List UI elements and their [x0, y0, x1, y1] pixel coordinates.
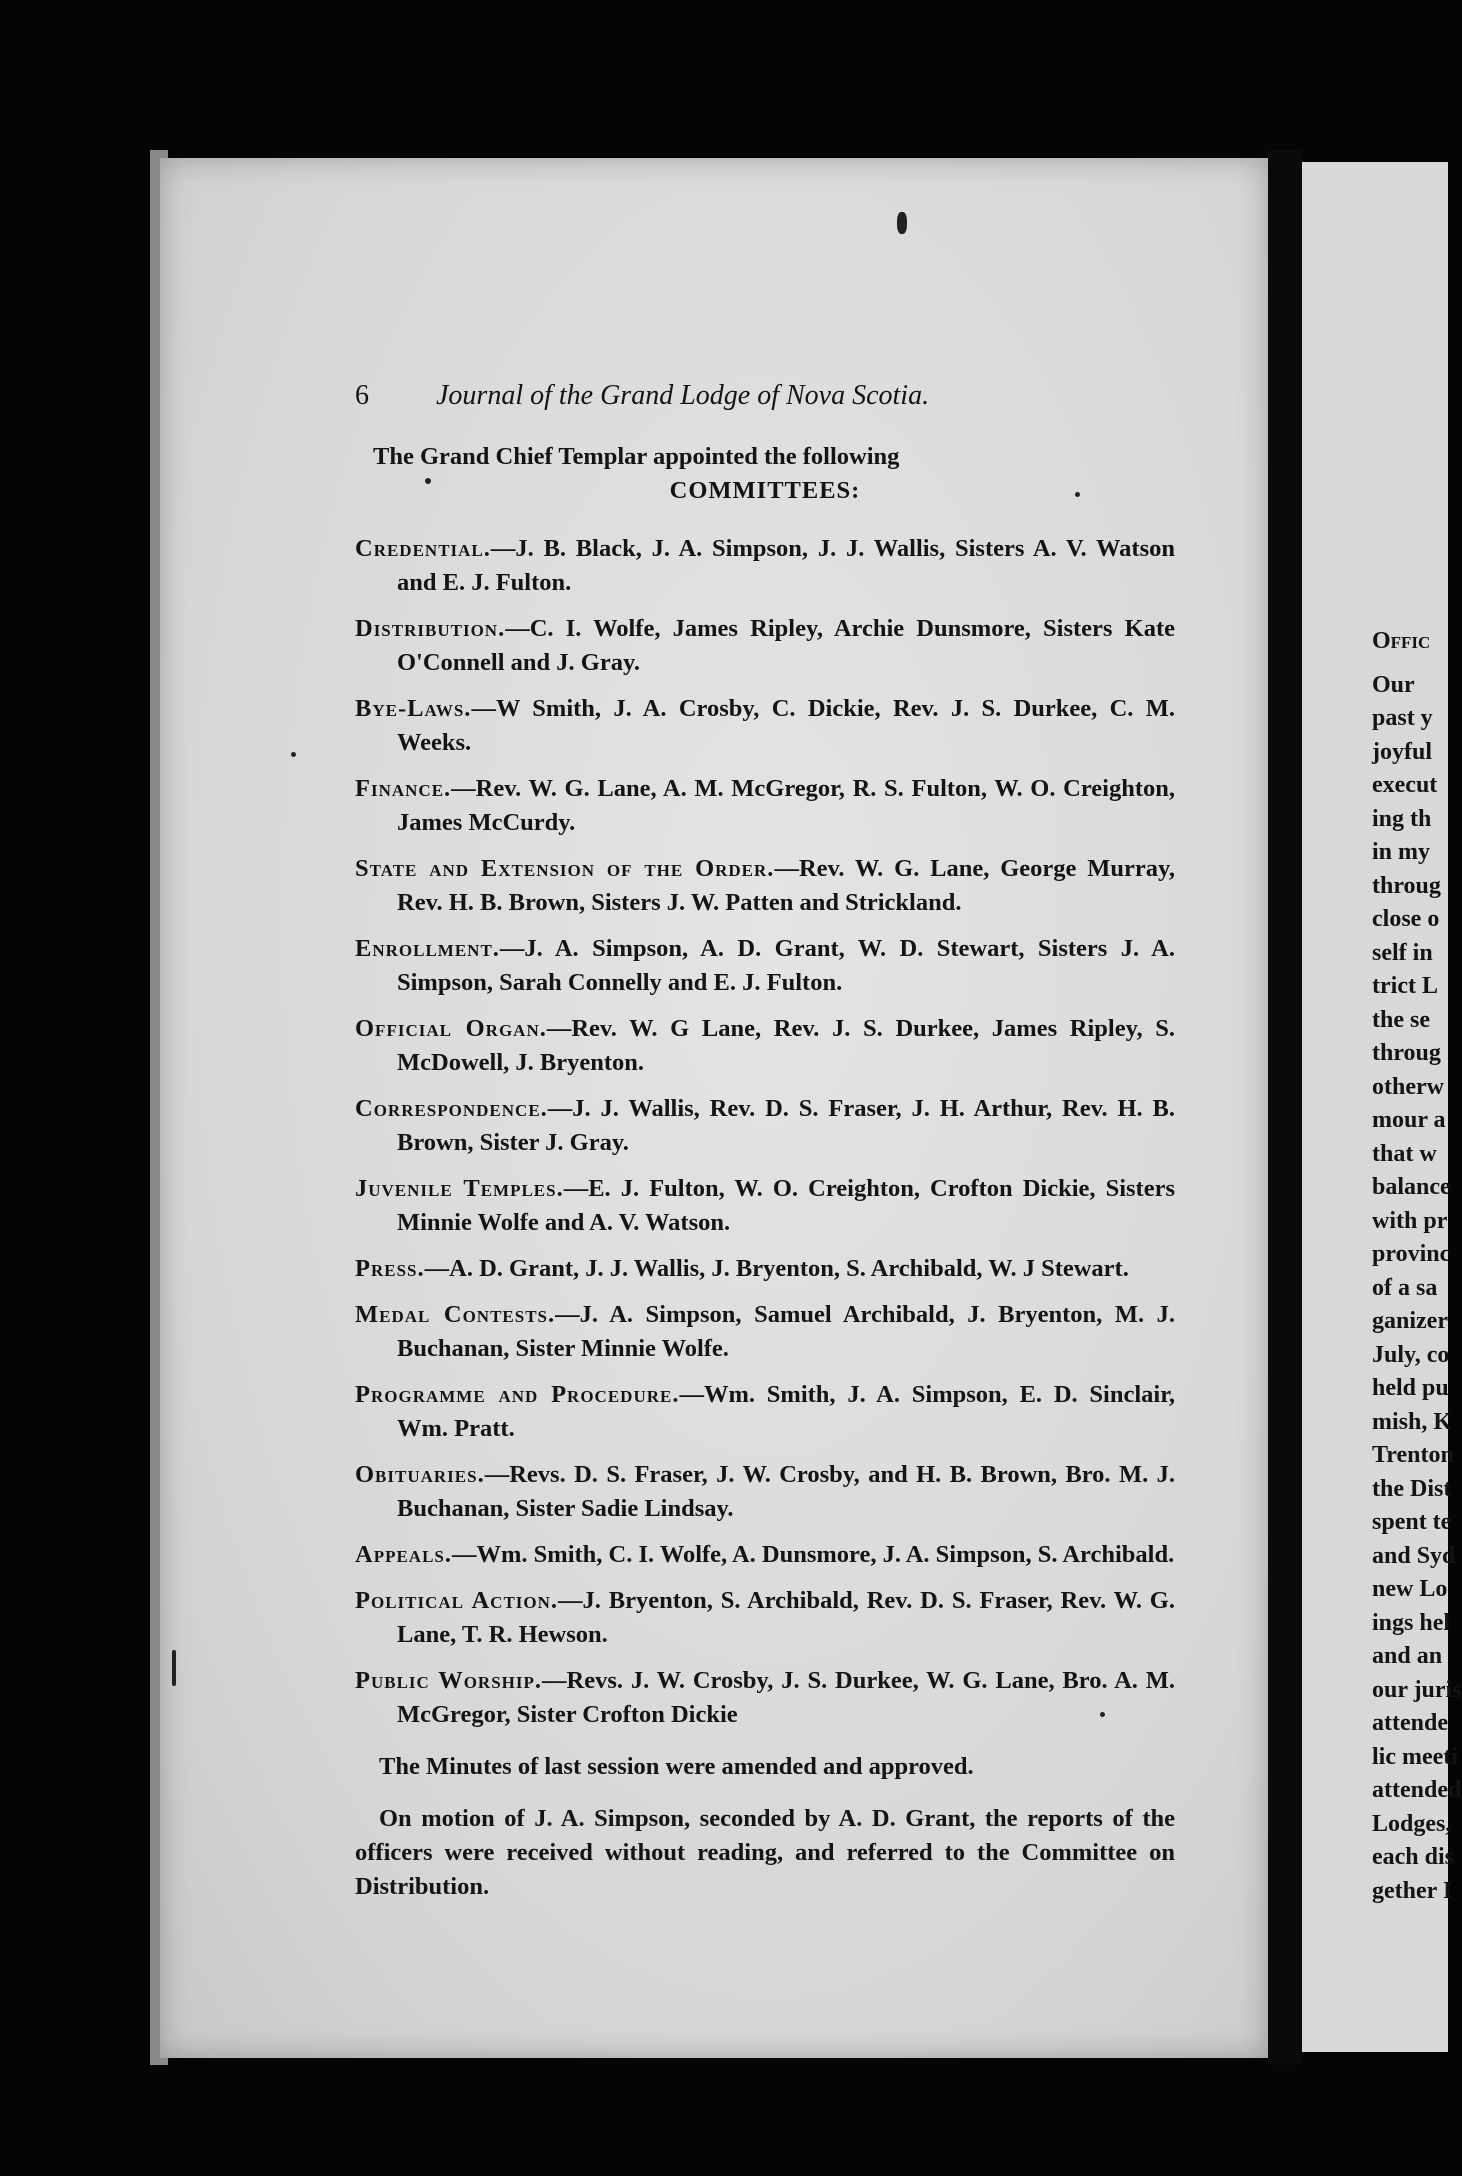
committee-members: —W Smith, J. A. Crosby, C. Dickie, Rev. J. S. Durkee, C. M. Weeks.: [397, 695, 1175, 756]
minutes-paragraph: The Minutes of last session were amended and approved.: [379, 1753, 974, 1780]
committee-entry: [355, 1092, 1175, 1160]
committee-name: Press.: [355, 1255, 425, 1282]
right-page-text: [1372, 625, 1462, 1908]
scan-speck: [897, 212, 907, 234]
right-page-line: execut: [1372, 772, 1438, 798]
committee-entry: [355, 772, 1175, 840]
scan-speck: [291, 752, 296, 757]
committee-entry: [355, 612, 1175, 680]
right-page-line: the Dist: [1372, 1475, 1452, 1502]
committee-entry: [355, 1298, 1175, 1366]
right-page-line: held pu: [1372, 1375, 1449, 1401]
right-page-line: close o: [1372, 906, 1440, 932]
committee-members: —J. A. Simpson, A. D. Grant, W. D. Stewart, Sisters J. A. Simpson, Sarah Connelly and E. J. Fulton.: [397, 935, 1175, 996]
committee-entry: [355, 852, 1175, 920]
committee-name: Medal Contests.: [355, 1301, 556, 1328]
right-page-line: past y: [1372, 705, 1433, 731]
right-page-line: and Syd: [1372, 1542, 1456, 1569]
committee-members: —E. J. Fulton, W. O. Creighton, Crofton Dickie, Sisters Minnie Wolfe and A. V. Watson.: [397, 1175, 1175, 1236]
right-page-line: throug: [1372, 872, 1441, 899]
committee-name: Public Worship.: [355, 1667, 543, 1694]
committee-members: —C. I. Wolfe, James Ripley, Archie Dunsmore, Sisters Kate O'Connell and J. Gray.: [397, 615, 1175, 676]
committee-members: —J. A. Simpson, Samuel Archibald, J. Bryenton, M. J. Buchanan, Sister Minnie Wolfe.: [397, 1301, 1175, 1362]
committee-members: —J. Bryenton, S. Archibald, Rev. D. S. Fraser, Rev. W. G. Lane, T. R. Hewson.: [397, 1587, 1175, 1648]
right-page-line: mish, K: [1372, 1408, 1453, 1435]
committee-name: Distribution.: [355, 615, 506, 642]
committee-name: Obituaries.: [355, 1461, 485, 1488]
committee-entry: [355, 1172, 1175, 1240]
right-page-line: mour a: [1372, 1107, 1446, 1133]
right-page-line: balance: [1372, 1174, 1451, 1200]
right-page-line: attended: [1372, 1777, 1462, 1803]
right-page-heading: Offic: [1372, 628, 1431, 654]
section-title: COMMITTEES:: [669, 477, 861, 504]
committee-entry: [355, 1378, 1175, 1446]
committee-members: —Revs. J. W. Crosby, J. S. Durkee, W. G. Lane, Bro. A. M. McGregor, Sister Crofton Dickie: [397, 1667, 1175, 1728]
right-page-line: new Lo: [1372, 1576, 1448, 1602]
committee-entry: [355, 1012, 1175, 1080]
right-page-line: ing th: [1372, 805, 1432, 832]
committee-members: —Revs. D. S. Fraser, J. W. Crosby, and H. B. Brown, Bro. M. J. Buchanan, Sister Sadie Lindsay.: [397, 1461, 1175, 1522]
committee-entry: [355, 1538, 1175, 1572]
right-page-line: ings hel: [1372, 1609, 1451, 1636]
right-page-line: spent te: [1372, 1509, 1452, 1535]
scan-speck: [425, 478, 431, 484]
right-page-line: throug: [1372, 1040, 1441, 1066]
page-body: [355, 440, 1175, 1904]
right-page-line: trict L: [1372, 973, 1438, 999]
committee-name: State and Extension of the Order.: [355, 855, 775, 882]
right-page-line: gether I: [1372, 1877, 1453, 1904]
committee-entry: [355, 1664, 1175, 1732]
running-header: [355, 380, 1075, 412]
motion-paragraph: On motion of J. A. Simpson, seconded by A. D. Grant, the reports of the officers were received without reading, and referred to the Committee on Distribution.: [355, 1805, 1175, 1900]
right-page-line: provinc: [1372, 1241, 1451, 1267]
right-page-line: in my: [1372, 839, 1431, 865]
right-page-line: of a sa: [1372, 1274, 1438, 1301]
committee-entry: [355, 1584, 1175, 1652]
right-page-line: Trenton: [1372, 1442, 1454, 1468]
right-page-line: Our: [1372, 671, 1415, 698]
committee-members: —Rev. W. G. Lane, A. M. McGregor, R. S. Fulton, W. O. Creighton, James McCurdy.: [397, 775, 1175, 836]
committee-name: Appeals.: [355, 1541, 452, 1568]
right-page-line: lic meeti: [1372, 1743, 1458, 1770]
right-page-line: and an: [1372, 1643, 1443, 1669]
committee-members: —Wm. Smith, C. I. Wolfe, A. Dunsmore, J. A. Simpson, S. Archibald.: [452, 1541, 1175, 1568]
committee-list: [355, 532, 1175, 1732]
right-page-line: each dis: [1372, 1844, 1455, 1870]
running-title: Journal of the Grand Lodge of Nova Scotia.: [436, 380, 930, 411]
committee-members: —A. D. Grant, J. J. Wallis, J. Bryenton, S. Archibald, W. J Stewart.: [424, 1255, 1129, 1282]
right-page-line: otherw: [1372, 1073, 1444, 1100]
intro-line: The Grand Chief Templar appointed the following: [373, 443, 900, 470]
right-page-line: self in: [1372, 939, 1433, 966]
page-number: 6: [355, 380, 369, 411]
committee-members: —Wm. Smith, J. A. Simpson, E. D. Sinclair, Wm. Pratt.: [397, 1381, 1175, 1442]
committee-name: Credential.: [355, 535, 491, 562]
right-page-line: our juris: [1372, 1676, 1462, 1703]
committee-entry: [355, 532, 1175, 600]
right-page-line: the se: [1372, 1006, 1430, 1033]
scan-speck: [172, 1650, 176, 1686]
right-page-line: attende: [1372, 1710, 1448, 1736]
right-page-line: with pr: [1372, 1207, 1448, 1234]
committee-name: Enrollment.: [355, 935, 500, 962]
committee-entry: [355, 932, 1175, 1000]
right-page-lines: [1372, 669, 1462, 1909]
committee-name: Juvenile Temples.: [355, 1175, 564, 1202]
committee-members: —J. B. Black, J. A. Simpson, J. J. Wallis, Sisters A. V. Watson and E. J. Fulton.: [397, 535, 1175, 596]
committee-entry: [355, 692, 1175, 760]
committee-name: Bye-Laws.: [355, 695, 472, 722]
right-page-line: joyful: [1372, 738, 1432, 765]
right-page-line: that w: [1372, 1140, 1437, 1167]
right-page-line: Lodges,: [1372, 1810, 1452, 1837]
scan-speck: [1100, 1712, 1105, 1717]
committee-name: Programme and Procedure.: [355, 1381, 680, 1408]
book-gutter: [1268, 150, 1302, 2065]
committee-name: Official Organ.: [355, 1015, 547, 1042]
right-page-line: July, co: [1372, 1341, 1450, 1368]
committee-name: Political Action.: [355, 1587, 559, 1614]
committee-members: —Rev. W. G. Lane, George Murray, Rev. H. B. Brown, Sisters J. W. Patten and Strickland.: [397, 855, 1176, 916]
committee-entry: [355, 1458, 1175, 1526]
scan-speck: [1075, 492, 1080, 497]
committee-members: —Rev. W. G Lane, Rev. J. S. Durkee, James Ripley, S. McDowell, J. Bryenton.: [397, 1015, 1175, 1076]
right-page-line: ganizer: [1372, 1308, 1448, 1334]
committee-entry: [355, 1252, 1175, 1286]
committee-name: Correspondence.: [355, 1095, 548, 1122]
committee-name: Finance.: [355, 775, 452, 802]
committee-members: —J. J. Wallis, Rev. D. S. Fraser, J. H. Arthur, Rev. H. B. Brown, Sister J. Gray.: [397, 1095, 1175, 1156]
